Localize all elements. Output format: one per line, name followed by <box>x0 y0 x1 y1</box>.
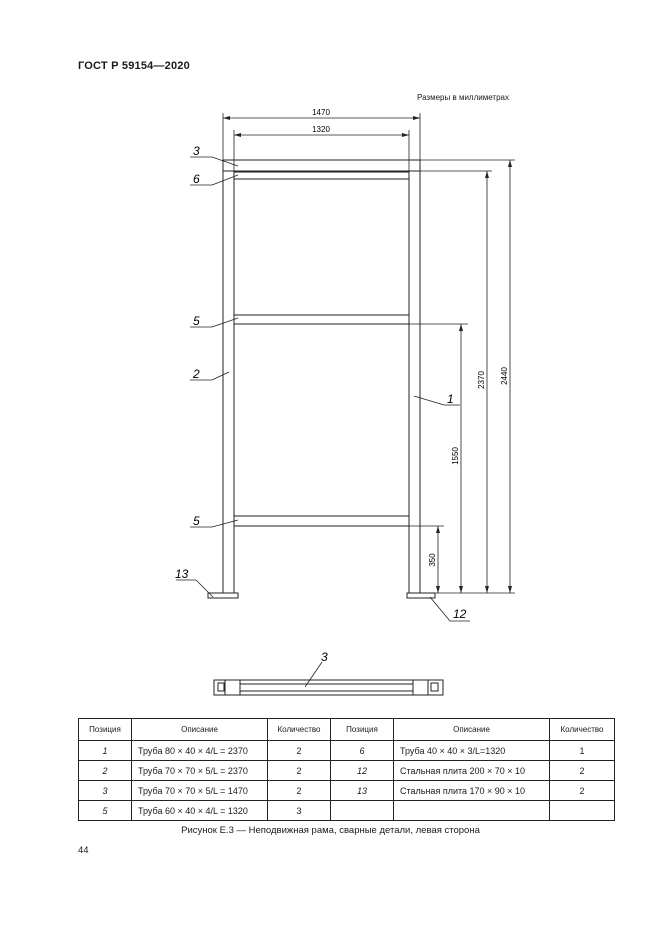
cell-quantity: 3 <box>268 801 331 821</box>
cell-quantity: 2 <box>550 761 615 781</box>
dim-overall-width: 1470 <box>312 108 330 117</box>
cell-quantity: 2 <box>268 741 331 761</box>
table-header-row <box>79 719 615 741</box>
callout-left-foot: 13 <box>175 567 189 581</box>
cell-quantity: 2 <box>268 761 331 781</box>
callout-right-foot: 12 <box>453 607 467 621</box>
cell-description: Труба 40 × 40 × 3/L=1320 <box>394 741 550 761</box>
header-quantity: Количество <box>268 719 331 741</box>
parts-table <box>78 718 615 821</box>
header-description: Описание <box>394 719 550 741</box>
cell-quantity: 2 <box>268 781 331 801</box>
cell-position: 1 <box>79 741 132 761</box>
figure-caption: Рисунок Е.3 — Неподвижная рама, сварные детали, левая сторона <box>181 825 480 836</box>
page-number: 44 <box>78 845 89 856</box>
top-plate <box>234 172 409 179</box>
cell-description: Стальная плита 200 × 70 × 10 <box>394 761 550 781</box>
top-beam <box>223 160 420 171</box>
table-row <box>79 781 615 801</box>
dim-height-low-beam: 350 <box>428 553 437 567</box>
cell-description: Труба 80 × 40 × 4/L = 2370 <box>132 741 268 761</box>
beam-plan-view <box>214 662 443 695</box>
cell-position: 12 <box>331 761 394 781</box>
cell-quantity: 2 <box>550 781 615 801</box>
cell-description: Стальная плита 170 × 90 × 10 <box>394 781 550 801</box>
dim-height-frame: 2370 <box>477 371 486 389</box>
cell-description: Труба 70 × 70 × 5/L = 2370 <box>132 761 268 781</box>
cell-description: Труба 60 × 40 × 4/L = 1320 <box>132 801 268 821</box>
cell-quantity <box>550 801 615 821</box>
callout-mid-beam: 5 <box>193 314 200 328</box>
cell-position: 3 <box>79 781 132 801</box>
right-post <box>409 171 420 593</box>
document-code: ГОСТ Р 59154—2020 <box>78 60 190 72</box>
header-position: Позиция <box>79 719 132 741</box>
table-row <box>79 761 615 781</box>
width-dimensions <box>223 113 420 172</box>
table-row <box>79 741 615 761</box>
cell-position: 5 <box>79 801 132 821</box>
callout-left-post: 2 <box>193 367 200 381</box>
header-quantity: Количество <box>550 719 615 741</box>
cell-quantity: 1 <box>550 741 615 761</box>
callout-plan-beam: 3 <box>321 650 328 664</box>
callout-top-beam: 3 <box>193 144 200 158</box>
right-foot-plate <box>407 593 435 598</box>
dim-inner-width: 1320 <box>312 125 330 134</box>
cell-position <box>331 801 394 821</box>
middle-beam <box>234 315 409 324</box>
callout-low-beam: 5 <box>193 514 200 528</box>
dim-height-mid-beam: 1550 <box>451 447 460 465</box>
cell-description: Труба 70 × 70 × 5/L = 1470 <box>132 781 268 801</box>
table-row <box>79 801 615 821</box>
cell-position: 2 <box>79 761 132 781</box>
cell-position: 6 <box>331 741 394 761</box>
dim-height-total: 2440 <box>500 367 509 385</box>
cell-position: 13 <box>331 781 394 801</box>
lower-beam <box>234 516 409 526</box>
units-note: Размеры в миллиметрах <box>417 93 509 102</box>
header-position: Позиция <box>331 719 394 741</box>
callout-top-plate: 6 <box>193 172 200 186</box>
header-description: Описание <box>132 719 268 741</box>
callout-leaders <box>176 157 470 621</box>
left-foot-plate <box>208 593 238 598</box>
left-post <box>223 171 234 593</box>
callout-right-post: 1 <box>447 392 454 406</box>
cell-description <box>394 801 550 821</box>
